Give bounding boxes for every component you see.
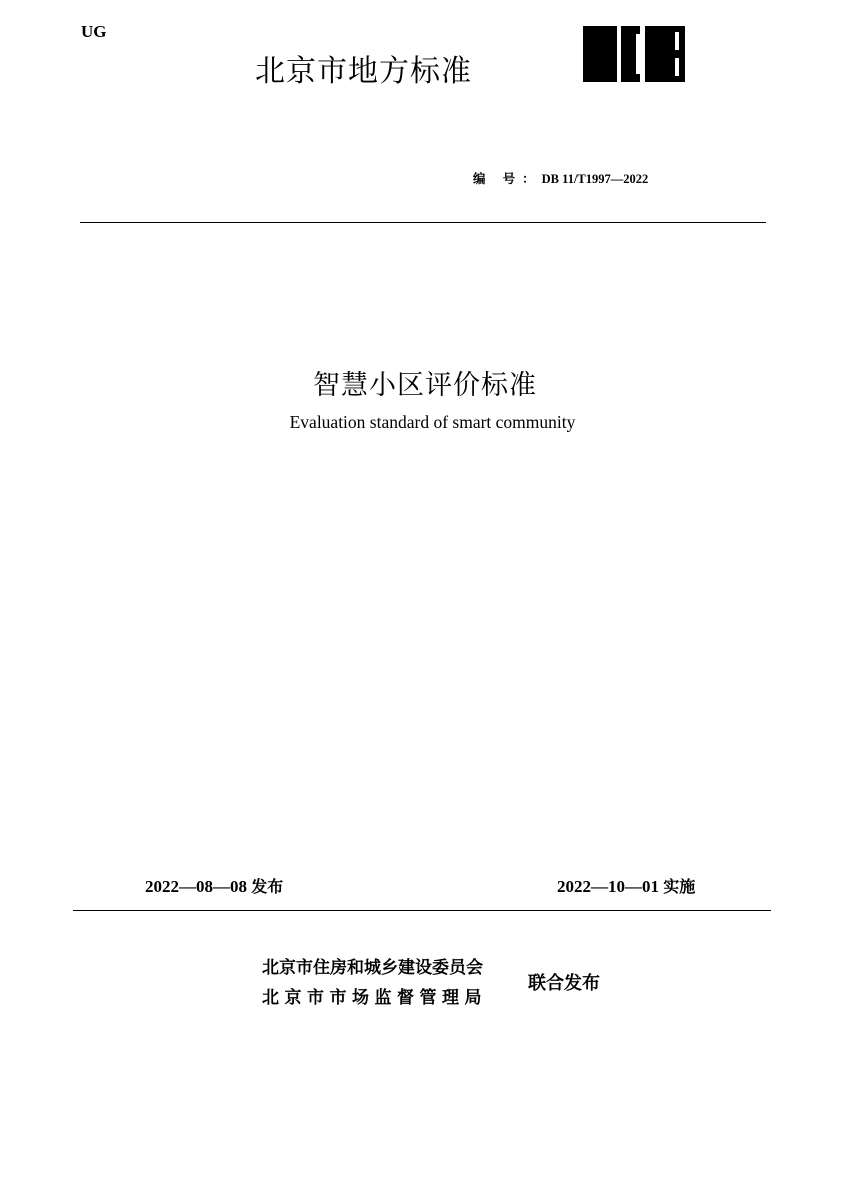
issuer-line-2: 北京市市场监督管理局	[262, 988, 487, 1008]
document-title-cn: 智慧小区评价标准	[313, 370, 537, 401]
corner-code: UG	[81, 22, 107, 41]
effective-date-value: 2022—10—01	[557, 877, 659, 896]
top-divider	[80, 222, 766, 223]
header-title: 北京市地方标准	[255, 54, 472, 89]
standard-number-value: DB 11/T1997—2022	[541, 172, 649, 186]
effective-date	[557, 874, 695, 897]
issuer-line-1: 北京市住房和城乡建设委员会	[262, 958, 483, 978]
bottom-divider	[73, 910, 771, 911]
db-logo	[583, 26, 685, 82]
standard-number-label: 编 号：	[473, 172, 542, 186]
standard-number	[473, 169, 648, 187]
effective-date-label: 实施	[663, 877, 696, 896]
joint-release-label: 联合发布	[528, 973, 600, 994]
document-title-en: Evaluation standard of smart community	[289, 412, 576, 432]
publish-date-label: 发布	[251, 877, 284, 896]
publish-date-value: 2022—08—08	[145, 877, 247, 896]
publish-date	[145, 874, 283, 897]
